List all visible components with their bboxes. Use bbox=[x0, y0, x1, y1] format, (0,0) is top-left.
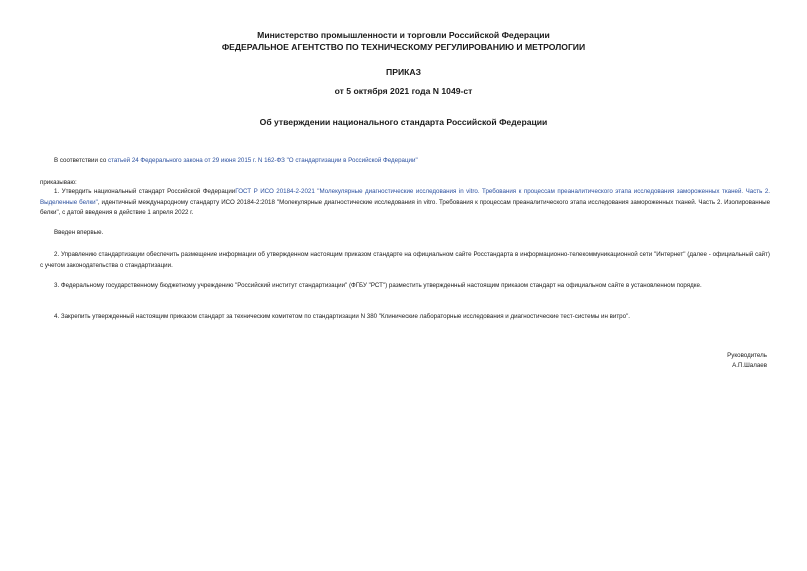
first-time-note: Введен впервые. bbox=[54, 229, 104, 236]
item-1-suffix: , идентичный международному стандарту ИСО 20184-2:2018 "Молекулярные диагностические исследования in vitro. Требования к процессам преаналитического этапа исследования замороженных тканей. Часть 2. Изолированные белки", с датой введения в действие 1 апреля 2022 г. bbox=[40, 198, 771, 216]
law-article-link[interactable]: статьей 24 Федерального закона от 29 июня 2015 г. N 162-ФЗ "О стандартизации в Российской Федерации" bbox=[107, 157, 418, 164]
agency-title: ФЕДЕРАЛЬНОЕ АГЕНТСТВО ПО ТЕХНИЧЕСКОМУ РЕГУЛИРОВАНИЮ И МЕТРОЛОГИИ bbox=[221, 42, 586, 52]
item-3-paragraph: 3. Федеральному государственному бюджетному учреждению "Российский институт стандартизации" (ФГБУ "РСТ") разместить утвержденный настоящим приказом стандарт на официальном сайте в установленном порядке. bbox=[54, 282, 702, 289]
gost-standard-link[interactable]: ГОСТ Р ИСО 20184-2-2021 "Молекулярные диагностические исследования in vitro. Требования к процессам преаналитического этапа исследования замороженных тканей. Часть 2. Выделенные белки" bbox=[40, 188, 770, 206]
document-type: ПРИКАЗ bbox=[386, 67, 421, 77]
document-subject: Об утверждении национального стандарта Российской Федерации bbox=[259, 117, 548, 127]
ministry-title: Министерство промышленности и торговли Российской Федерации bbox=[257, 30, 550, 40]
item-1-prefix: 1. Утвердить национальный стандарт Российской Федерации bbox=[54, 188, 236, 195]
signature-name: А.П.Шалаев bbox=[732, 362, 767, 369]
item-2-paragraph: 2. Управлению стандартизации обеспечить размещение информации об утвержденном настоящим приказом стандарте на официальном сайте Росстандарта в информационно-телекоммуникационной сети "Интернет" (далее - официальный сайт) с учетом законодательства о стандартизации. bbox=[40, 251, 770, 269]
preamble-prefix: В соответствии со bbox=[54, 157, 108, 164]
item-1-paragraph bbox=[40, 187, 770, 219]
item-4-paragraph: 4. Закрепить утвержденный настоящим приказом стандарт за техническим комитетом по стандартизации N 380 "Клинические лабораторные исследования и диагностические тест-системы ин витро". bbox=[54, 313, 630, 320]
document-date-number: от 5 октября 2021 года N 1049-ст bbox=[334, 86, 473, 96]
preamble-paragraph bbox=[40, 156, 770, 167]
signature-title: Руководитель bbox=[727, 352, 767, 359]
order-word: приказываю: bbox=[40, 179, 77, 186]
